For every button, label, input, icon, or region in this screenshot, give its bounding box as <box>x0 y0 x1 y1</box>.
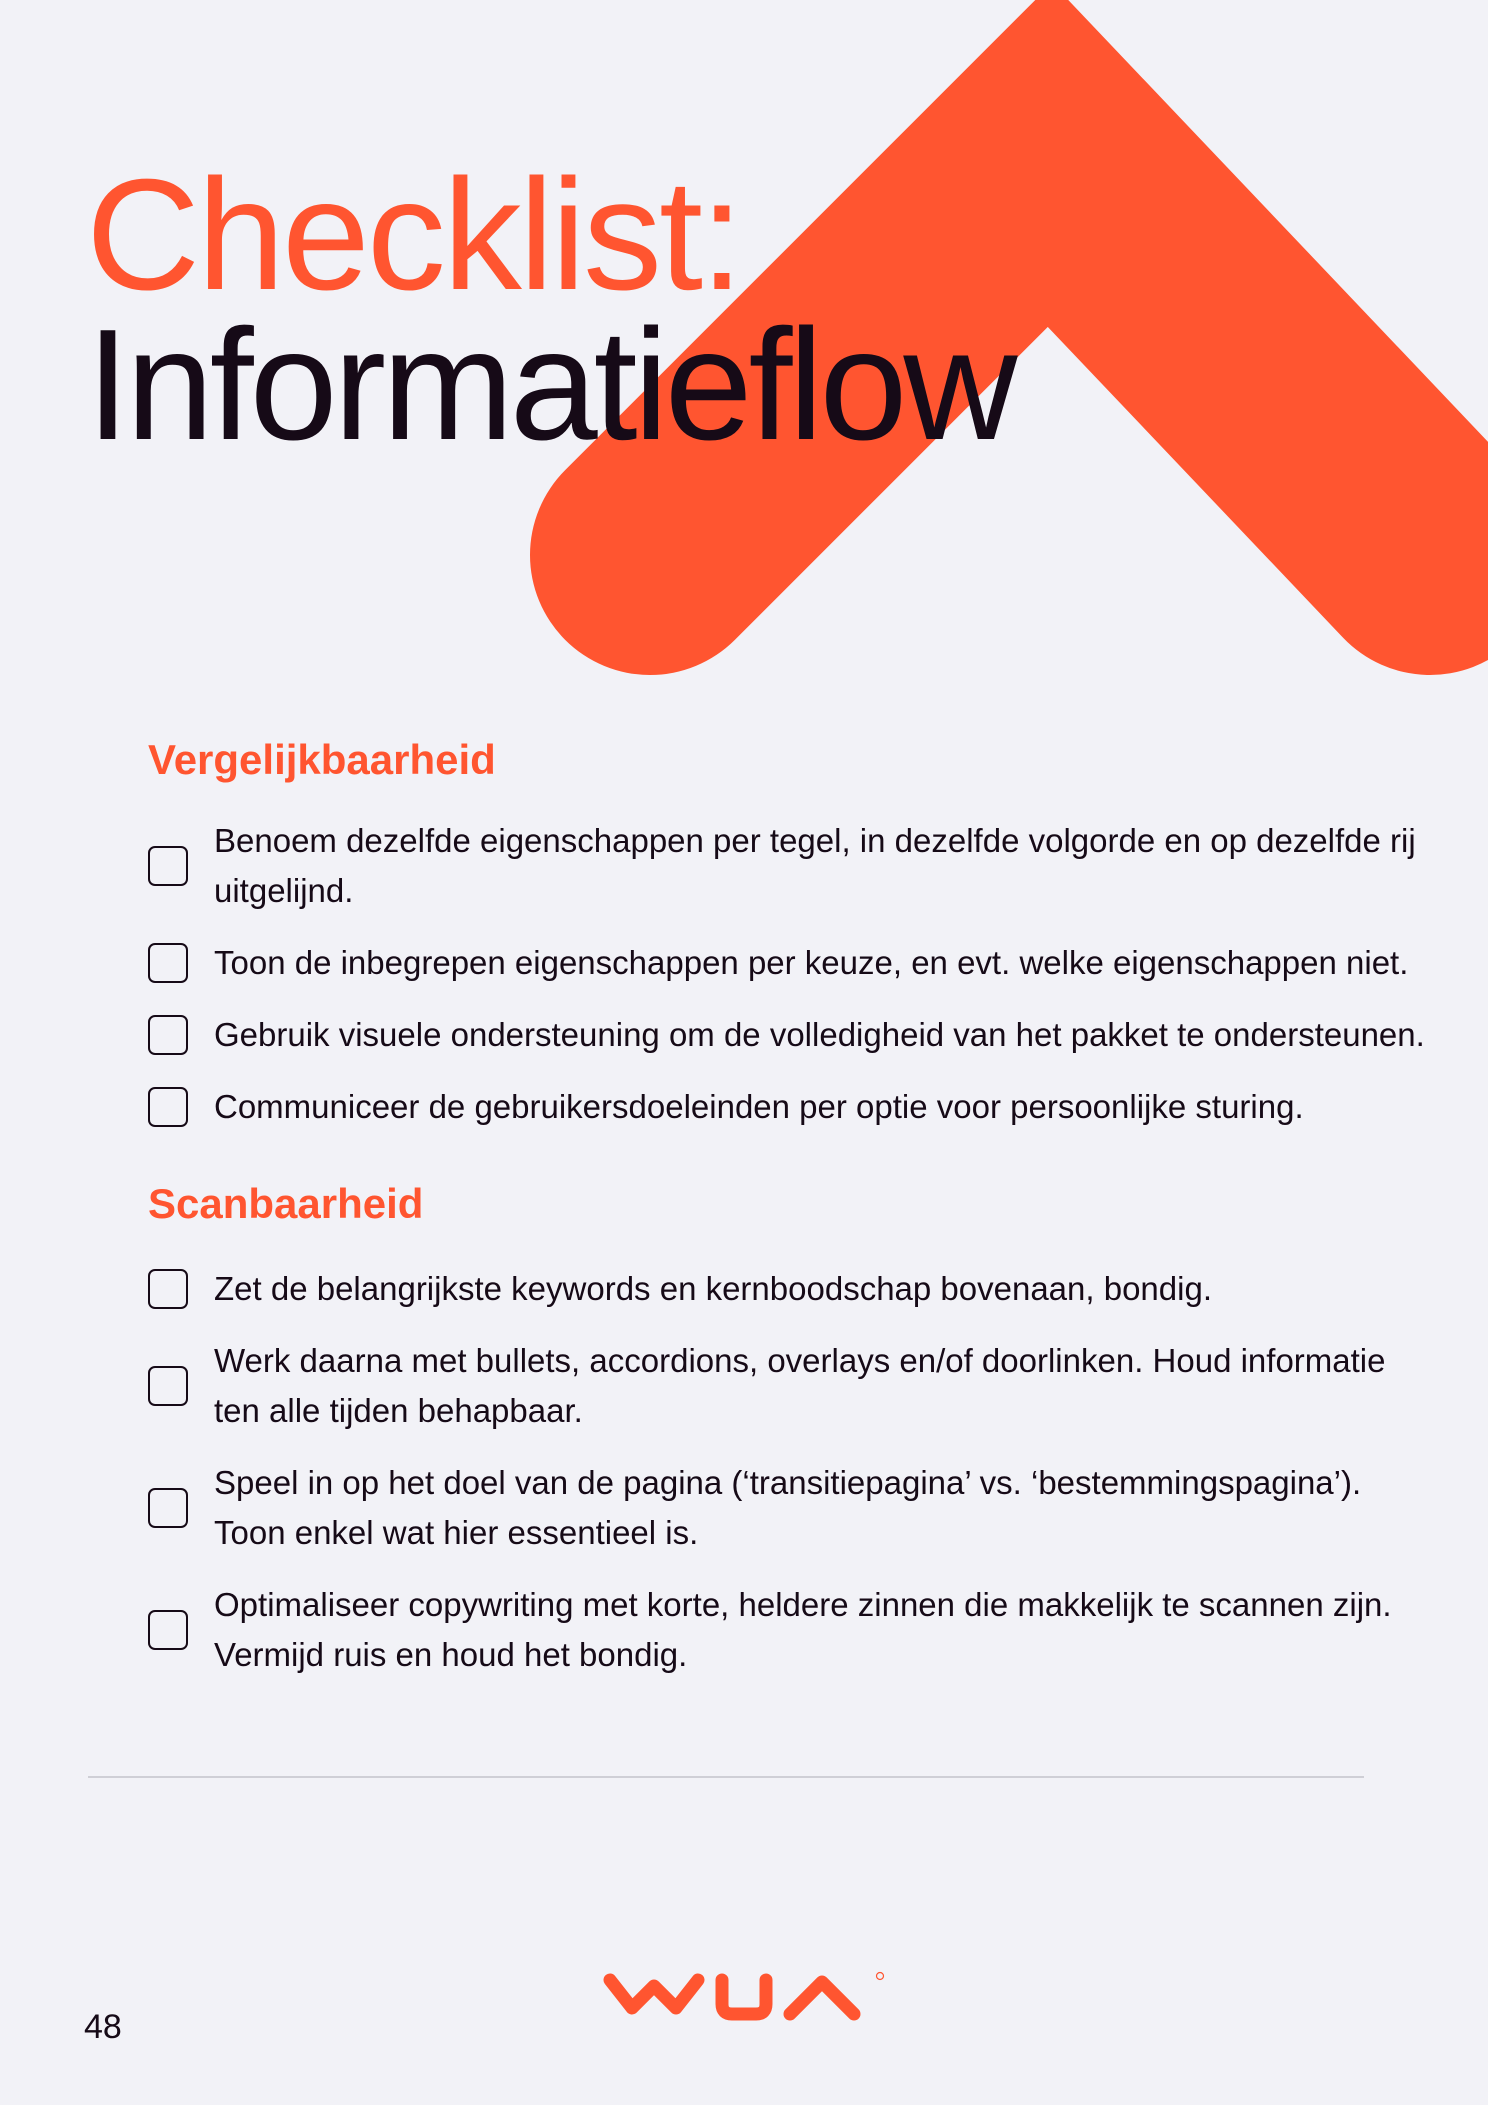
checklist-item <box>148 1082 1428 1132</box>
checklist-item <box>148 938 1428 988</box>
checklist-vergelijkbaarheid <box>148 816 1428 1132</box>
checklist-item-text: Zet de belangrijkste keywords en kernboodschap bovenaan, bondig. <box>214 1270 1212 1307</box>
checklist-item-text: Werk daarna met bullets, accordions, overlays en/of doorlinken. Houd informatie ten alle tijden behapbaar. <box>214 1342 1386 1429</box>
checklist-content <box>148 730 1428 1702</box>
footer-divider <box>88 1776 1364 1778</box>
page-number: 48 <box>84 2008 122 2046</box>
checklist-item-text: Optimaliseer copywriting met korte, heldere zinnen die makkelijk te scannen zijn. Vermijd ruis en houd het bondig. <box>214 1586 1392 1673</box>
checklist-item <box>148 816 1428 916</box>
title-informatieflow: Informatieflow <box>86 297 1014 473</box>
checklist-item <box>148 1458 1428 1558</box>
checklist-item <box>148 1264 1428 1314</box>
checkbox[interactable] <box>148 943 188 983</box>
checkbox[interactable] <box>148 1087 188 1127</box>
checklist-item-text: Toon de inbegrepen eigenschappen per keuze, en evt. welke eigenschappen niet. <box>214 944 1409 981</box>
checkbox[interactable] <box>148 1269 188 1309</box>
section-heading-scanbaarheid: Scanbaarheid <box>148 1180 424 1227</box>
checklist-item <box>148 1580 1428 1680</box>
checklist-item <box>148 1336 1428 1436</box>
checkbox[interactable] <box>148 846 188 886</box>
checklist-item <box>148 1010 1428 1060</box>
title-checklist: Checklist: <box>86 147 741 323</box>
checkbox[interactable] <box>148 1610 188 1650</box>
wua-logo-icon <box>600 1968 890 2028</box>
checklist-item-text: Gebruik visuele ondersteuning om de volledigheid van het pakket te ondersteunen. <box>214 1016 1425 1053</box>
checkbox[interactable] <box>148 1366 188 1406</box>
checkbox[interactable] <box>148 1488 188 1528</box>
checklist-item-text: Communiceer de gebruikersdoeleinden per optie voor persoonlijke sturing. <box>214 1088 1304 1125</box>
checklist-item-text: Speel in op het doel van de pagina (‘transitiepagina’ vs. ‘bestemmingspagina’). Toon enkel wat hier essentieel is. <box>214 1464 1362 1551</box>
page-title <box>86 147 1014 473</box>
section-heading-vergelijkbaarheid: Vergelijkbaarheid <box>148 736 496 783</box>
checklist-scanbaarheid <box>148 1264 1428 1680</box>
checklist-item-text: Benoem dezelfde eigenschappen per tegel, in dezelfde volgorde en op dezelfde rij uitgelijnd. <box>214 822 1416 909</box>
checkbox[interactable] <box>148 1015 188 1055</box>
